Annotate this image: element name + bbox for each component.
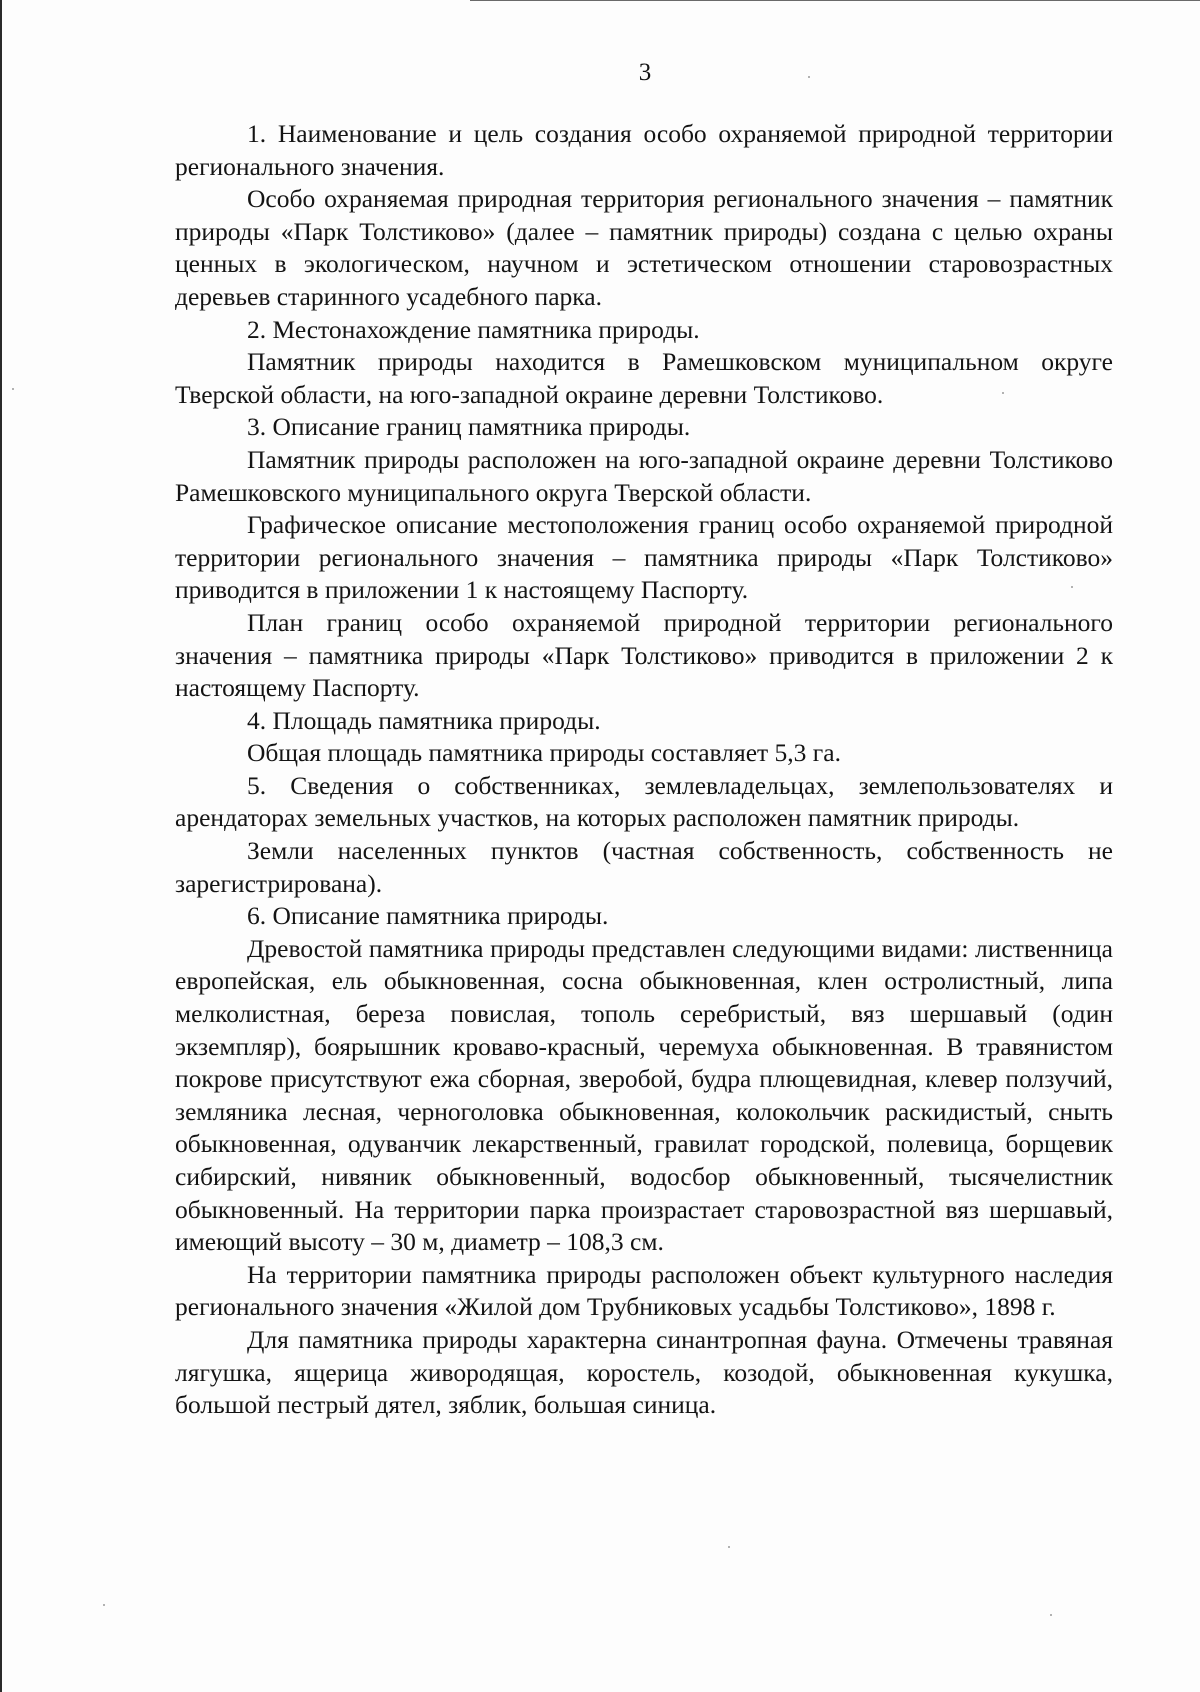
section-heading-3: 3. Описание границ памятника природы.: [247, 412, 691, 442]
section-heading-5: 5. Сведения о собственниках, землевладельцах, землепользователях и арендаторах земельных участков, на которых расположен памятник природы.: [175, 770, 1113, 833]
paragraph: Для памятника природы характерна синантропная фауна. Отмечены травяная лягушка, ящерица живородящая, коростель, козодой, обыкновенная кукушка, большой пестрый дятел, зяблик, большая синица.: [175, 1324, 1113, 1420]
scan-speck: [103, 1604, 105, 1606]
scan-speck: [1050, 1614, 1052, 1616]
paragraph: Памятник природы находится в Рамешковском муниципальном округе Тверской области, на юго-западной окраине деревни Толстиково.: [175, 347, 1113, 409]
paragraph: Земли населенных пунктов (частная собственность, собственность не зарегистрирована).: [175, 836, 1113, 898]
paragraph: На территории памятника природы расположен объект культурного наследия регионального значения «Жилой дом Трубниковых усадьбы Толстиково», 1898 г.: [175, 1259, 1113, 1322]
paragraph: Древостой памятника природы представлен следующими видами: лиственница европейская, ель обыкновенная, сосна обыкновенная, клен остролистный, липа мелколистная, береза повислая, тополь серебристый, вяз шершавый (один экземпляр), боярышник кроваво-красный, черемуха обыкновенная. В травянистом покрове присутствуют ежа сборная, зверобой, будра плющевидная, клевер ползучий, земляника лесная, черноголовка обыкновенная, колокольчик раскидистый, сныть обыкновенная, одуванчик лекарственный, гравилат городской, полевица, борщевик сибирский, нивяник обыкновенный, водосбор обыкновенный, тысячелистник обыкновенный. На территории парка произрастает старовозрастной вяз шершавый, имеющий высоту – 30 м, диаметр – 108,3 см.: [175, 933, 1113, 1257]
scan-speck: [12, 388, 14, 390]
section-heading-6: 6. Описание памятника природы.: [247, 901, 609, 931]
scan-border-left: [0, 0, 2, 1692]
paragraph: Особо охраняемая природная территория регионального значения – памятник природы «Парк Толстиково» (далее – памятник природы) создана с целью охраны ценных в экологическом, научном и эстетическом отношении старовозрастных деревьев старинного усадебного парка.: [175, 184, 1113, 311]
page-number: 3: [638, 59, 652, 86]
section-heading-4: 4. Площадь памятника природы.: [247, 705, 601, 735]
section-heading-1: 1. Наименование и цель создания особо охраняемой природной территории регионального значения.: [175, 119, 1113, 181]
section-heading-2: 2. Местонахождение памятника природы.: [247, 314, 700, 344]
scan-speck: [728, 1546, 730, 1548]
document-body: [175, 118, 1113, 1422]
paragraph: Общая площадь памятника природы составляет 5,3 га.: [247, 738, 841, 768]
scan-border-top: [470, 0, 1200, 1]
paragraph: План границ особо охраняемой природной территории регионального значения – памятника природы «Парк Толстиково» приводится в приложении 2 к настоящему Паспорту.: [175, 607, 1113, 703]
paragraph: Памятник природы расположен на юго-западной окраине деревни Толстиково Рамешковского муниципального округа Тверской области.: [175, 444, 1113, 507]
paragraph: Графическое описание местоположения границ особо охраняемой природной территории регионального значения – памятника природы «Парк Толстиково» приводится в приложении 1 к настоящему Паспорту.: [175, 510, 1113, 605]
